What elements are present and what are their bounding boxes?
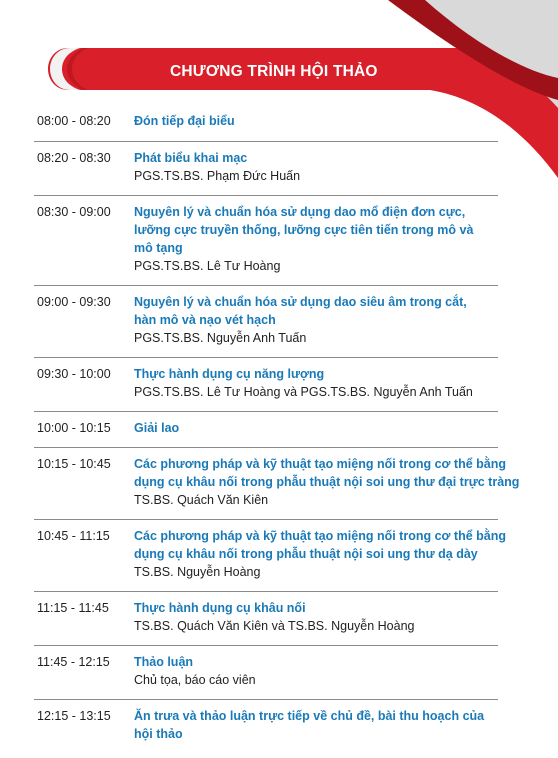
session-time: 09:00 - 09:30 [37, 295, 111, 309]
row-divider [34, 285, 498, 286]
session-title-line: hàn mô và nạo vét hạch [134, 313, 276, 327]
session-time: 08:00 - 08:20 [37, 114, 111, 128]
session-speaker: PGS.TS.BS. Lê Tư Hoàng [134, 259, 281, 273]
session-time: 11:45 - 12:15 [37, 655, 110, 669]
session-details [134, 203, 504, 275]
session-speaker: TS.BS. Nguyễn Hoàng [134, 565, 261, 579]
row-divider [34, 519, 498, 520]
row-divider [34, 141, 498, 142]
session-time: 09:30 - 10:00 [37, 367, 111, 381]
session-speaker: Chủ tọa, báo cáo viên [134, 673, 256, 687]
session-details [134, 707, 504, 743]
session-time: 10:00 - 10:15 [37, 421, 111, 435]
session-title-line: Nguyên lý và chuẩn hóa sử dụng dao mổ điện đơn cực, [134, 205, 466, 219]
session-details [134, 653, 504, 689]
session-title-line: Ăn trưa và thảo luận trực tiếp về chủ đề, bài thu hoạch của [134, 709, 485, 723]
session-title-line: Thảo luận [134, 655, 194, 669]
row-divider [34, 699, 498, 700]
session-time: 10:45 - 11:15 [37, 529, 110, 543]
session-details [134, 527, 504, 581]
session-speaker: TS.BS. Quách Văn Kiên và TS.BS. Nguyễn Hoàng [134, 619, 415, 633]
session-time: 08:20 - 08:30 [37, 151, 111, 165]
session-details [134, 455, 520, 509]
session-speaker: PGS.TS.BS. Phạm Đức Huấn [134, 169, 301, 183]
row-divider [34, 411, 498, 412]
session-details [134, 599, 504, 635]
row-divider [34, 357, 498, 358]
session-title-line: Giải lao [134, 421, 180, 435]
session-title-line: hội thảo [134, 727, 183, 741]
row-divider [34, 447, 498, 448]
session-title-line: Phát biểu khai mạc [134, 151, 248, 165]
session-title-line: dụng cụ khâu nối trong phẫu thuật nội soi ung thư dạ dày [134, 547, 478, 561]
session-details [134, 365, 504, 401]
session-time: 08:30 - 09:00 [37, 205, 111, 219]
row-divider [34, 645, 498, 646]
header-banner-decoration [0, 0, 558, 220]
session-details [134, 419, 504, 437]
session-title-line: Thực hành dụng cụ năng lượng [134, 367, 325, 381]
session-time: 12:15 - 13:15 [37, 709, 111, 723]
session-title-line: dụng cụ khâu nối trong phẫu thuật nội soi ung thư đại trực tràng [134, 475, 520, 489]
session-details [134, 112, 504, 130]
session-title-line: lưỡng cực truyền thống, lưỡng cực tiên tiến trong mô và [134, 223, 474, 237]
session-time: 11:15 - 11:45 [37, 601, 109, 615]
session-title-line: Thực hành dụng cụ khâu nối [134, 601, 306, 615]
row-divider [34, 591, 498, 592]
session-title-line: Các phương pháp và kỹ thuật tạo miệng nối trong cơ thể bằng [134, 529, 506, 543]
session-title-line: Nguyên lý và chuẩn hóa sử dụng dao siêu âm trong cắt, [134, 295, 467, 309]
session-speaker: PGS.TS.BS. Lê Tư Hoàng và PGS.TS.BS. Nguyễn Anh Tuấn [134, 385, 473, 399]
session-details [134, 293, 504, 347]
row-divider [34, 195, 498, 196]
session-speaker: TS.BS. Quách Văn Kiên [134, 493, 269, 507]
session-title-line: mô tạng [134, 241, 183, 255]
session-title-line: Các phương pháp và kỹ thuật tạo miệng nối trong cơ thể bằng [134, 457, 506, 471]
session-speaker: PGS.TS.BS. Nguyễn Anh Tuấn [134, 331, 307, 345]
session-details [134, 149, 504, 185]
page-title: CHƯƠNG TRÌNH HỘI THẢO [170, 63, 378, 80]
session-title-line: Đón tiếp đại biểu [134, 114, 235, 128]
session-time: 10:15 - 10:45 [37, 457, 111, 471]
